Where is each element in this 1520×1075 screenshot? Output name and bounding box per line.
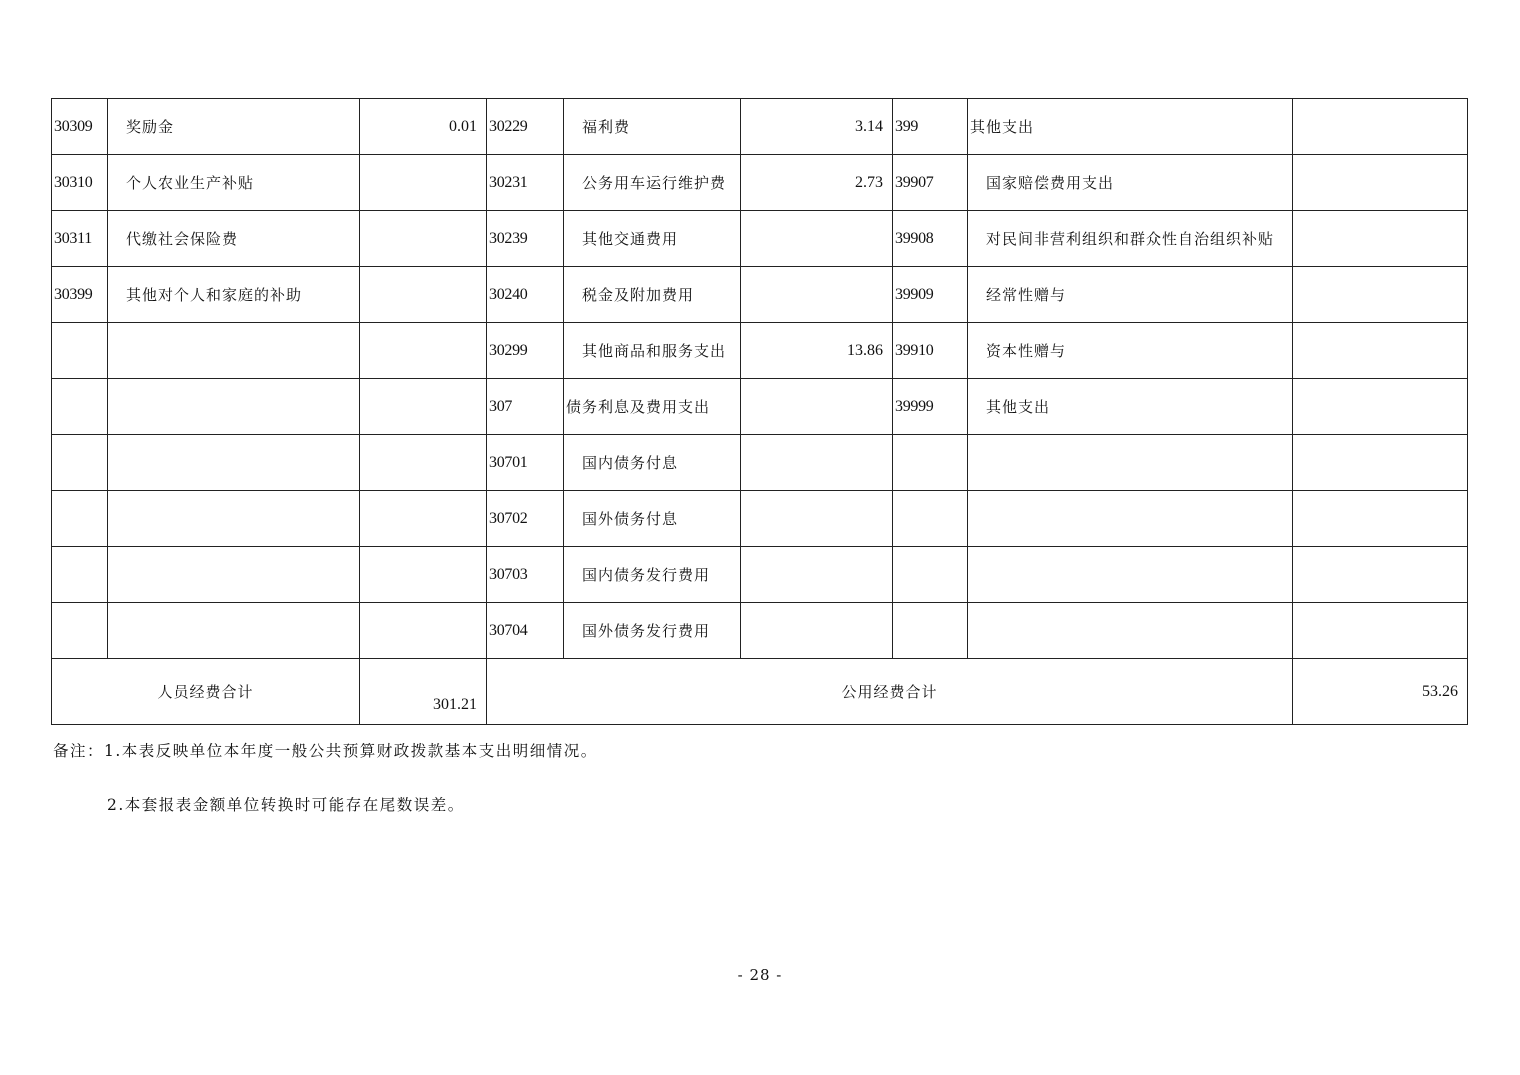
public-amount-cell xyxy=(741,491,893,547)
public-item-cell: 税金及附加费用 xyxy=(564,267,741,323)
other-amount-cell xyxy=(1293,435,1468,491)
other-item-cell: 经常性赠与 xyxy=(968,267,1293,323)
table-row xyxy=(52,211,1468,267)
other-code-cell: 399 xyxy=(893,99,968,155)
personnel-code-cell xyxy=(52,491,108,547)
other-code-cell xyxy=(893,491,968,547)
other-item-cell: 其他支出 xyxy=(968,99,1293,155)
public-item-cell: 其他交通费用 xyxy=(564,211,741,267)
table-row xyxy=(52,323,1468,379)
table-row xyxy=(52,379,1468,435)
public-code-cell: 307 xyxy=(487,379,564,435)
public-code-cell: 30229 xyxy=(487,99,564,155)
personnel-item-cell xyxy=(108,435,360,491)
other-item-cell xyxy=(968,435,1293,491)
note-line-2: 2.本套报表金额单位转换时可能存在尾数误差。 xyxy=(107,796,465,814)
public-item-cell: 国外债务发行费用 xyxy=(564,603,741,659)
table-row xyxy=(52,547,1468,603)
public-item-cell: 公务用车运行维护费 xyxy=(564,155,741,211)
public-code-cell: 30240 xyxy=(487,267,564,323)
public-code-cell: 30239 xyxy=(487,211,564,267)
personnel-code-cell xyxy=(52,379,108,435)
other-amount-cell xyxy=(1293,379,1468,435)
other-code-cell xyxy=(893,603,968,659)
other-amount-cell xyxy=(1293,547,1468,603)
personnel-code-cell xyxy=(52,547,108,603)
other-amount-cell xyxy=(1293,267,1468,323)
other-amount-cell xyxy=(1293,603,1468,659)
public-amount-cell xyxy=(741,267,893,323)
personnel-amount-cell xyxy=(360,603,487,659)
public-amount-cell: 13.86 xyxy=(741,323,893,379)
table-row xyxy=(52,99,1468,155)
other-code-cell: 39907 xyxy=(893,155,968,211)
other-amount-cell xyxy=(1293,491,1468,547)
public-code-cell: 30703 xyxy=(487,547,564,603)
personnel-amount-cell xyxy=(360,211,487,267)
personnel-code-cell: 30310 xyxy=(52,155,108,211)
personnel-amount-cell xyxy=(360,435,487,491)
other-code-cell xyxy=(893,435,968,491)
personnel-code-cell: 30399 xyxy=(52,267,108,323)
public-item-cell: 国外债务付息 xyxy=(564,491,741,547)
note-line-1: 备注：1.本表反映单位本年度一般公共预算财政拨款基本支出明细情况。 xyxy=(53,742,598,760)
public-code-cell: 30702 xyxy=(487,491,564,547)
other-item-cell xyxy=(968,491,1293,547)
personnel-code-cell xyxy=(52,435,108,491)
personnel-total-label: 人员经费合计 xyxy=(52,659,360,725)
public-item-cell: 国内债务付息 xyxy=(564,435,741,491)
public-code-cell: 30299 xyxy=(487,323,564,379)
personnel-item-cell: 个人农业生产补贴 xyxy=(108,155,360,211)
personnel-amount-cell xyxy=(360,155,487,211)
public-item-cell: 其他商品和服务支出 xyxy=(564,323,741,379)
basic-expenditure-table xyxy=(51,98,1468,725)
other-amount-cell xyxy=(1293,99,1468,155)
personnel-item-cell xyxy=(108,379,360,435)
public-code-cell: 30704 xyxy=(487,603,564,659)
personnel-amount-cell xyxy=(360,547,487,603)
table-row xyxy=(52,435,1468,491)
public-amount-cell xyxy=(741,379,893,435)
other-amount-cell xyxy=(1293,323,1468,379)
personnel-code-cell: 30311 xyxy=(52,211,108,267)
table-row xyxy=(52,491,1468,547)
personnel-amount-cell xyxy=(360,323,487,379)
table-row xyxy=(52,267,1468,323)
other-amount-cell xyxy=(1293,155,1468,211)
personnel-item-cell xyxy=(108,491,360,547)
totals-row xyxy=(52,659,1468,725)
public-total-label: 公用经费合计 xyxy=(487,659,1293,725)
other-code-cell: 39909 xyxy=(893,267,968,323)
personnel-item-cell xyxy=(108,603,360,659)
other-amount-cell xyxy=(1293,211,1468,267)
other-code-cell: 39999 xyxy=(893,379,968,435)
other-code-cell: 39910 xyxy=(893,323,968,379)
personnel-item-cell: 奖励金 xyxy=(108,99,360,155)
personnel-amount-cell xyxy=(360,267,487,323)
public-amount-cell xyxy=(741,603,893,659)
other-code-cell: 39908 xyxy=(893,211,968,267)
public-code-cell: 30701 xyxy=(487,435,564,491)
public-amount-cell: 3.14 xyxy=(741,99,893,155)
other-item-cell: 对民间非营利组织和群众性自治组织补贴 xyxy=(968,211,1293,267)
public-amount-cell xyxy=(741,211,893,267)
public-item-cell: 福利费 xyxy=(564,99,741,155)
public-amount-cell xyxy=(741,435,893,491)
public-total-amount: 53.26 xyxy=(1293,659,1468,725)
personnel-item-cell xyxy=(108,323,360,379)
personnel-amount-cell xyxy=(360,491,487,547)
public-item-cell: 国内债务发行费用 xyxy=(564,547,741,603)
public-item-cell: 债务利息及费用支出 xyxy=(564,379,741,435)
personnel-code-cell: 30309 xyxy=(52,99,108,155)
personnel-amount-cell: 0.01 xyxy=(360,99,487,155)
table-row xyxy=(52,603,1468,659)
table-row xyxy=(52,155,1468,211)
public-code-cell: 30231 xyxy=(487,155,564,211)
public-amount-cell: 2.73 xyxy=(741,155,893,211)
other-item-cell xyxy=(968,603,1293,659)
other-item-cell xyxy=(968,547,1293,603)
personnel-code-cell xyxy=(52,323,108,379)
personnel-item-cell: 代缴社会保险费 xyxy=(108,211,360,267)
personnel-amount-cell xyxy=(360,379,487,435)
other-item-cell: 其他支出 xyxy=(968,379,1293,435)
other-code-cell xyxy=(893,547,968,603)
other-item-cell: 国家赔偿费用支出 xyxy=(968,155,1293,211)
other-item-cell: 资本性赠与 xyxy=(968,323,1293,379)
personnel-item-cell: 其他对个人和家庭的补助 xyxy=(108,267,360,323)
personnel-total-amount: 301.21 xyxy=(360,659,487,725)
public-amount-cell xyxy=(741,547,893,603)
page-number: - 28 - xyxy=(737,966,783,984)
personnel-item-cell xyxy=(108,547,360,603)
table-body xyxy=(52,99,1468,659)
personnel-code-cell xyxy=(52,603,108,659)
